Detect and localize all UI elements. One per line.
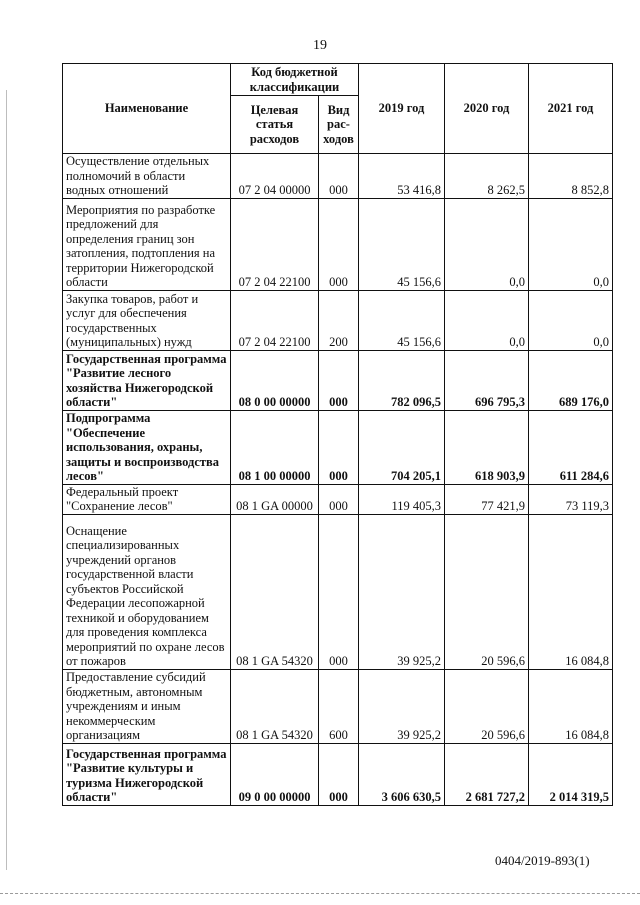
row-name: Закупка товаров, работ и услуг для обеспечения государственных (муниципальных) нужд [63, 290, 231, 350]
row-value-2019: 39 925,2 [359, 514, 445, 669]
row-name: Мероприятия по разработке предложений для определения границ зон затопления, подтопления на территории Нижегородской области [63, 198, 231, 290]
header-year-2020: 2020 год [445, 64, 529, 154]
row-value-2020: 0,0 [445, 290, 529, 350]
row-target-article: 08 1 GA 54320 [231, 514, 319, 669]
row-value-2020: 696 795,3 [445, 350, 529, 410]
row-value-2021: 73 119,3 [529, 484, 613, 514]
table-row [63, 669, 613, 743]
row-expense-type: 000 [319, 198, 359, 290]
row-value-2020: 20 596,6 [445, 514, 529, 669]
row-value-2021: 0,0 [529, 290, 613, 350]
budget-table [62, 63, 613, 806]
row-expense-type: 000 [319, 410, 359, 484]
row-target-article: 08 1 GA 54320 [231, 669, 319, 743]
margin-scan-line [6, 90, 7, 870]
page-number: 19 [313, 38, 327, 53]
row-expense-type: 600 [319, 669, 359, 743]
header-code-group: Код бюджетной классификации [231, 64, 359, 96]
table-row [63, 350, 613, 410]
header-target-article: Целевая статья расходов [231, 96, 319, 154]
row-name: Подпрограмма "Обеспечение использования, охраны, защиты и воспроизводства лесов" [63, 410, 231, 484]
row-value-2019: 782 096,5 [359, 350, 445, 410]
row-name: Государственная программа "Развитие культуры и туризма Нижегородской области" [63, 743, 231, 805]
row-expense-type: 000 [319, 350, 359, 410]
row-value-2019: 45 156,6 [359, 198, 445, 290]
row-name: Осуществление отдельных полномочий в области водных отношений [63, 154, 231, 199]
row-value-2020: 20 596,6 [445, 669, 529, 743]
row-target-article: 07 2 04 22100 [231, 290, 319, 350]
row-target-article: 08 1 00 00000 [231, 410, 319, 484]
table-row [63, 410, 613, 484]
row-value-2021: 689 176,0 [529, 350, 613, 410]
table-row [63, 198, 613, 290]
row-value-2020: 0,0 [445, 198, 529, 290]
table-body [63, 154, 613, 806]
row-expense-type: 200 [319, 290, 359, 350]
header-year-2021: 2021 год [529, 64, 613, 154]
row-value-2021: 0,0 [529, 198, 613, 290]
row-value-2019: 39 925,2 [359, 669, 445, 743]
row-name: Предоставление субсидий бюджетным, автономным учреждениям и иным некоммерческим организациям [63, 669, 231, 743]
row-name: Федеральный проект "Сохранение лесов" [63, 484, 231, 514]
row-value-2020: 618 903,9 [445, 410, 529, 484]
header-name: Наименование [63, 64, 231, 154]
row-value-2021: 16 084,8 [529, 669, 613, 743]
row-value-2020: 77 421,9 [445, 484, 529, 514]
row-value-2021: 611 284,6 [529, 410, 613, 484]
table-row [63, 514, 613, 669]
row-value-2019: 3 606 630,5 [359, 743, 445, 805]
header-expense-type: Вид рас-ходов [319, 96, 359, 154]
row-target-article: 08 0 00 00000 [231, 350, 319, 410]
row-name: Оснащение специализированных учреждений органов государственной власти субъектов Российской Федерации лесопожарной техникой и оборудованием для проведения комплекса мероприятий по охране лесов от пожаров [63, 514, 231, 669]
row-value-2019: 704 205,1 [359, 410, 445, 484]
row-value-2021: 8 852,8 [529, 154, 613, 199]
row-name: Государственная программа "Развитие лесного хозяйства Нижегородской области" [63, 350, 231, 410]
row-expense-type: 000 [319, 154, 359, 199]
table-row [63, 743, 613, 805]
header-year-2019: 2019 год [359, 64, 445, 154]
row-expense-type: 000 [319, 514, 359, 669]
table-row [63, 484, 613, 514]
row-target-article: 09 0 00 00000 [231, 743, 319, 805]
row-value-2020: 2 681 727,2 [445, 743, 529, 805]
row-expense-type: 000 [319, 743, 359, 805]
table-row [63, 154, 613, 199]
row-value-2019: 45 156,6 [359, 290, 445, 350]
row-value-2020: 8 262,5 [445, 154, 529, 199]
row-target-article: 08 1 GA 00000 [231, 484, 319, 514]
row-value-2019: 119 405,3 [359, 484, 445, 514]
table-row [63, 290, 613, 350]
row-value-2021: 16 084,8 [529, 514, 613, 669]
row-value-2021: 2 014 319,5 [529, 743, 613, 805]
document-code: 0404/2019-893(1) [495, 853, 590, 868]
bottom-scan-line [0, 893, 640, 894]
row-expense-type: 000 [319, 484, 359, 514]
row-value-2019: 53 416,8 [359, 154, 445, 199]
row-target-article: 07 2 04 22100 [231, 198, 319, 290]
row-target-article: 07 2 04 00000 [231, 154, 319, 199]
